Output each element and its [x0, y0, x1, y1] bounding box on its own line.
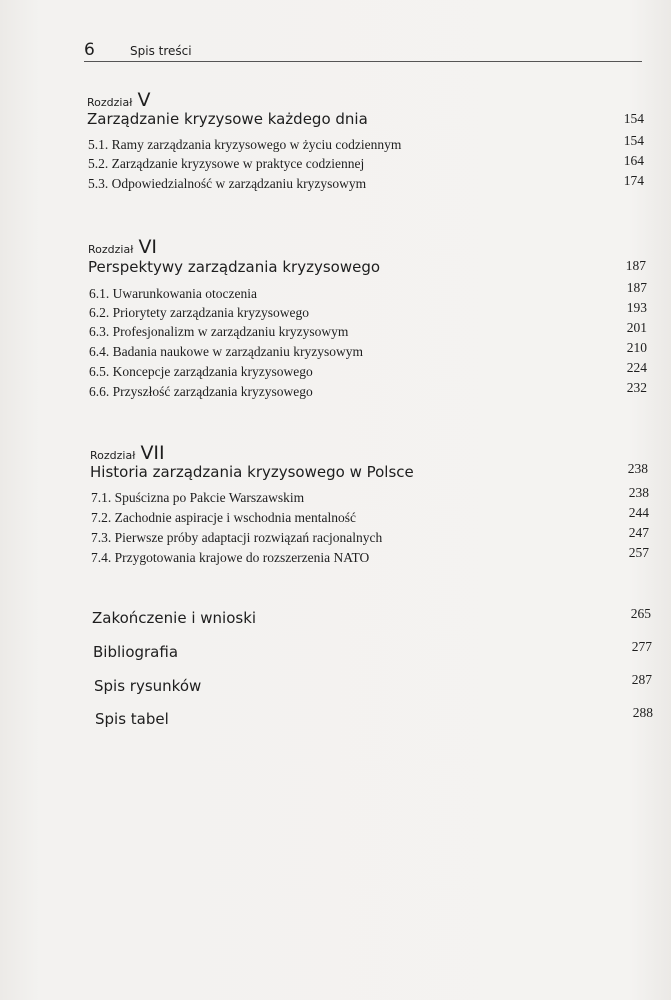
chapter-title[interactable]: Historia zarządzania kryzysowego w Polsce: [90, 463, 414, 481]
toc-entry[interactable]: 7.4. Przygotowania krajowe do rozszerzenia NATO: [91, 550, 370, 565]
toc-entry[interactable]: 6.1. Uwarunkowania otoczenia: [89, 286, 257, 301]
toc-entry-page: 247: [628, 525, 649, 540]
chapter-page: 187: [625, 258, 646, 273]
page-number: 6: [84, 40, 95, 60]
toc-entry[interactable]: 5.1. Ramy zarządzania kryzysowego w życiu codziennym: [88, 137, 402, 152]
toc-entry[interactable]: 5.2. Zarządzanie kryzysowe w praktyce codziennej: [88, 156, 365, 171]
toc-entry[interactable]: 7.1. Spuścizna po Pakcie Warszawskim: [91, 490, 305, 505]
toc-entry[interactable]: 6.3. Profesjonalizm w zarządzaniu kryzysowym: [89, 324, 349, 339]
toc-entry[interactable]: 6.6. Przyszłość zarządzania kryzysowego: [89, 384, 313, 399]
chapter-page: 238: [627, 461, 648, 476]
chapter-label: Rozdział VI: [88, 236, 158, 258]
toc-entry-page: 244: [628, 505, 649, 520]
toc-entry[interactable]: 6.5. Koncepcje zarządzania kryzysowego: [89, 364, 313, 379]
chapter-label: Rozdział V: [87, 89, 151, 111]
chapter-page: 154: [623, 111, 644, 126]
chapter-label: Rozdział VII: [90, 442, 165, 464]
toc-entry-page: 257: [628, 545, 649, 560]
toc-entry-page: 232: [626, 380, 647, 395]
toc-entry[interactable]: 5.3. Odpowiedzialność w zarządzaniu kryzysowym: [88, 176, 367, 191]
toc-section-page: 287: [631, 672, 652, 687]
running-head: Spis treści: [130, 44, 192, 58]
chapter-numeral: VII: [140, 442, 165, 464]
toc-section-title[interactable]: Spis tabel: [95, 710, 169, 728]
toc-section-title[interactable]: Bibliografia: [93, 643, 179, 661]
toc-section-page: 288: [632, 705, 653, 720]
toc-entry-page: 210: [626, 340, 647, 355]
toc-section-title[interactable]: Zakończenie i wnioski: [92, 609, 257, 627]
chapter-numeral: VI: [138, 236, 158, 258]
toc-entry-page: 238: [628, 485, 649, 500]
toc-entry-page: 224: [626, 360, 647, 375]
toc-entry[interactable]: 6.2. Priorytety zarządzania kryzysowego: [89, 305, 310, 320]
toc-entry[interactable]: 6.4. Badania naukowe w zarządzaniu kryzysowym: [89, 344, 364, 359]
toc-entry-page: 164: [623, 153, 644, 168]
header-rule: [84, 61, 642, 62]
toc-section-page: 265: [630, 606, 651, 621]
toc-entry[interactable]: 7.2. Zachodnie aspiracje i wschodnia mentalność: [91, 510, 357, 525]
toc-entry-page: 154: [623, 133, 644, 148]
page-header: [84, 40, 644, 62]
chapter-numeral: V: [137, 89, 151, 111]
chapter-title[interactable]: Zarządzanie kryzysowe każdego dnia: [87, 110, 368, 128]
toc-section-page: 277: [631, 639, 652, 654]
toc-entry-page: 187: [626, 280, 647, 295]
toc-entry-page: 201: [626, 320, 647, 335]
toc-entry[interactable]: 7.3. Pierwsze próby adaptacji rozwiązań racjonalnych: [91, 530, 383, 545]
toc-section-title[interactable]: Spis rysunków: [94, 677, 202, 695]
chapter-title[interactable]: Perspektywy zarządzania kryzysowego: [88, 258, 381, 276]
toc-entry-page: 174: [623, 173, 644, 188]
toc-entry-page: 193: [626, 300, 647, 315]
